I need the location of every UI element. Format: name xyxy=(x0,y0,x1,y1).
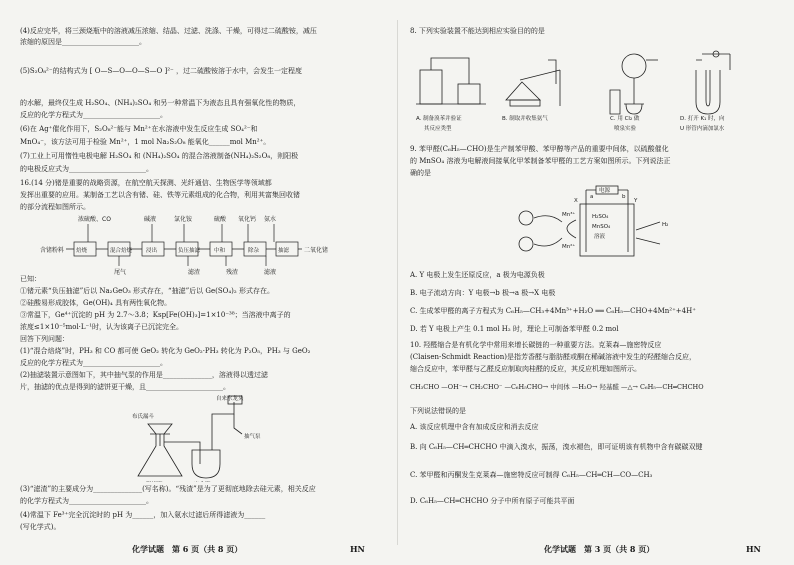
label-mn2: Mn²⁺ xyxy=(562,244,576,250)
text-line: (4)反应完毕，将三颈烧瓶中的溶液减压浓缩、结晶、过滤、洗涤、干燥，可得过二硫酸铵，减压 xyxy=(20,27,317,35)
flow-top-label: 碱液 xyxy=(144,216,157,223)
flow-top-label: 氨水 xyxy=(264,216,277,223)
figure-caption-c: C. 用 Cl₂ 做 xyxy=(610,116,640,122)
page-footer: 化学试题 第 6 页（共 8 页） xyxy=(132,544,243,554)
flow-top-label: 氧化钙 xyxy=(238,216,257,223)
flow-start: 含锗粉料 xyxy=(40,247,65,254)
text-line: 下列说法错误的是 xyxy=(410,407,466,415)
text-line: (3)“滤渣”的主要成分为______________(写名称)。“残渣”是为了更彻底地除去硅元素，相关反应 xyxy=(20,485,316,493)
label-h2so4: H₂SO₄ xyxy=(592,214,609,220)
flow-step: 混合焙烧 xyxy=(110,248,133,254)
text-line: (7)工业上可用惰性电极电解 H₂SO₄ 和 (NH₄)₂SO₄ 的混合溶液制备(NH₄)₂S₂O₈，则阳极 xyxy=(20,152,299,160)
experiment-figures xyxy=(410,40,786,136)
figure-caption-d: D. 打开 K₁ 时，向 xyxy=(680,116,725,122)
question-16: 16.(14 分)锗是重要的战略资源，在航空航天探测、光纤通信、生物医学等领域都 xyxy=(20,179,272,187)
flow-top-label: 氯化铵 xyxy=(174,216,193,223)
question-9: 9. 苯甲醛(C₆H₅—CHO)是生产制苯甲酸、苯甲醇等产品的重要中间体，以硫酸催化 xyxy=(410,145,669,153)
flow-step: 负压抽滤 xyxy=(178,248,201,254)
process-flowchart xyxy=(38,212,338,278)
text-line: 浓缩的原因是______________________。 xyxy=(20,38,146,46)
page-divider xyxy=(397,20,398,545)
electrolysis-diagram xyxy=(510,182,700,264)
figure-caption-d2: U 形管内滴加氯水 xyxy=(680,126,725,132)
flow-top-label: 硫酸 xyxy=(214,216,227,223)
text-line: ①锗元素“负压抽滤”后以 Na₂GeO₃ 形式存在，“抽滤”后以 Ge(SO₄)₂ 形式存在。 xyxy=(20,287,274,295)
flow-bottom-label: 残渣 xyxy=(226,269,239,276)
label-pump: 抽气泵 xyxy=(244,434,261,440)
figure-caption-a: A. 制备溴苯并验证 xyxy=(416,116,462,122)
label-solution: 溶液 xyxy=(594,234,606,240)
text-line: (5)S₂O₈²⁻的结构式为 [ O—S—O—O—S—O ]²⁻ ，过二硫酸铵溶于水中，会发生一定程度 xyxy=(20,67,302,75)
option-b: B. 向 C₆H₅—CH═CHCHO 中滴入溴水，振荡，溴水褪色，即可证明该有机物中含有碳碳双键 xyxy=(410,443,703,451)
text-line: (写化学式)。 xyxy=(20,523,61,531)
text-line: (6)在 Ag⁺催化作用下，S₂O₈²⁻能与 Mn²⁺在水溶液中发生反应生成 SO₄²⁻和 xyxy=(20,125,258,133)
text-line: (1)“混合焙烧”时，PH₃ 和 CO 都可使 GeO₂ 转化为 GeO₂·PH₃ 转化为 P₂O₅，PH₃ 与 GeO₂ xyxy=(20,347,311,355)
option-a: A. Y 电极上发生还原反应，a 极为电源负极 xyxy=(410,271,545,279)
label-pole-b: b xyxy=(622,194,626,200)
left-page xyxy=(20,26,396,554)
label-power: 电源 xyxy=(599,188,611,194)
figure-caption-b: B. 制取并收集氨气 xyxy=(502,116,548,122)
label-safety-bottle xyxy=(194,480,211,482)
text-line: 的 MnSO₄ 溶液为电解液间接氧化甲苯制备苯甲醛的工艺方案如图所示。下列说法正 xyxy=(410,157,671,165)
text-line: 的水解，最终仅生成 H₂SO₄、(NH₄)₂SO₄ 和另一种常温下为液态且具有强氧化性的物质， xyxy=(20,99,301,107)
text-line: 的化学方程式为______________________。 xyxy=(20,497,153,505)
option-c: C. 苯甲醛和丙酮发生克莱森—施密特反应可制得 C₆H₅—CH═CH—CO—CH₃ xyxy=(410,471,653,479)
text-line: (Claisen-Schmidt Reaction)是指芳香醛与脂肪醛或酮在稀碱溶液中发生的羟醛缩合反应， xyxy=(410,353,696,361)
flow-step: 除杂 xyxy=(248,248,260,254)
label-pole-a: a xyxy=(590,194,594,200)
text-line: (4)常温下 Fe³⁺完全沉淀时的 pH 为______，加入氨水过滤后所得滤液为______ xyxy=(20,511,266,519)
label-faucet: 自来水龙头 xyxy=(216,396,244,402)
label-electrode-x: X xyxy=(574,198,578,204)
text-line: ③常温下，Ge⁴⁺沉淀的 pH 为 2.7～3.8；Ksp[Fe(OH)₃]=1×10⁻³⁸；当溶液中离子的 xyxy=(20,311,291,319)
option-a: A. 该反应机理中含有加成反应和消去反应 xyxy=(410,423,539,431)
text-line: 缩合反应中，苯甲醛与乙醛反应制取肉桂醛的反应，其反应机理如图所示。 xyxy=(410,365,641,373)
label-mnso4: MnSO₄ xyxy=(592,224,611,230)
option-c: C. 生成苯甲醛的离子方程式为 C₆H₅—CH₃+4Mn³⁺+H₂O ══ C₆H₅—CHO+4Mn²⁺+4H⁺ xyxy=(410,307,696,315)
page-footer: 化学试题 第 3 页（共 8 页） xyxy=(544,544,655,554)
right-page xyxy=(410,26,786,554)
label-electrode-y: Y xyxy=(634,198,638,204)
label-funnel: 布氏漏斗 xyxy=(132,414,155,420)
label-hydrogen: H₂ xyxy=(662,222,669,228)
option-b: B. 电子流动方向：Y 电极→b 极→a 极→X 电极 xyxy=(410,289,556,297)
text-line: 片，抽滤的优点是得到的滤饼更干燥，且______________________。 xyxy=(20,383,230,391)
text-line: 已知： xyxy=(20,275,41,283)
flow-step: 中和 xyxy=(214,248,226,254)
flow-top-label: 浓硫酸、CO xyxy=(78,216,111,223)
question-10: 10. 羟醛缩合是有机化学中常用来增长碳链的一种重要方法。克莱森—施密特反应 xyxy=(410,341,662,349)
text-line: 反应的化学方程式为______________________。 xyxy=(20,111,167,119)
flow-step: 抽滤 xyxy=(278,248,290,254)
flow-bottom-label: 尾气 xyxy=(114,269,127,276)
label-filter-flask xyxy=(146,480,163,482)
text-line: 的电极反应式为______________________。 xyxy=(20,165,153,173)
text-line: MnO₄⁻，该方法可用于检验 Mn²⁺，1 mol Na₂S₂O₈ 能氧化______mol Mn²⁺。 xyxy=(20,138,271,146)
footer-tag: HN xyxy=(350,544,365,554)
text-line: 确的是 xyxy=(410,169,431,177)
flow-bottom-label: 滤液 xyxy=(264,269,277,276)
flow-step: 浸出 xyxy=(146,248,158,254)
footer-tag: HN xyxy=(746,544,761,554)
flow-bottom-label: 滤渣 xyxy=(188,269,201,276)
flow-step: 焙烧 xyxy=(76,248,88,254)
option-d: D. C₆H₅—CH═CHCHO 分子中所有原子可能共平面 xyxy=(410,497,575,505)
figure-caption-a2: 其反应类型 xyxy=(424,126,452,132)
text-line: 回答下列问题： xyxy=(20,335,69,343)
text-line: 浓度≤1×10⁻⁵mol·L⁻¹时，认为该离子已沉淀完全。 xyxy=(20,323,184,331)
option-d: D. 若 Y 电极上产生 0.1 mol H₂ 时，理论上可制备苯甲醛 0.2 mol xyxy=(410,325,619,333)
filtration-apparatus xyxy=(130,394,280,482)
text-line: (2)抽滤装置示意图如下，其中抽气泵的作用是______________，溶液得以透过滤 xyxy=(20,371,268,379)
text-line: ②硅酸易形成胶体，Ge(OH)₄ 具有两性氧化物。 xyxy=(20,299,172,307)
figure-caption-c2: 喷泉实验 xyxy=(614,126,637,132)
question-8: 8. 下列实验装置不能达到相应实验目的的是 xyxy=(410,27,545,35)
label-mn3: Mn³⁺ xyxy=(562,212,576,218)
flow-end: 二氧化锗 xyxy=(304,247,329,254)
text-line: 发挥出重要的应用。某制备工艺以含有锗、硅、铁等元素组成的化合物，利用其富集回收锗 xyxy=(20,191,300,199)
reaction-mechanism: CH₃CHO —OH⁻→ CH₂CHO⁻ —C₆H₅CHO→ 中间体 —H₂O→ 羟基醛 —△→ C₆H₅—CH═CHCHO xyxy=(410,383,704,391)
text-line: 反应的化学方程式为______________________。 xyxy=(20,359,167,367)
text-line: 的部分流程如图所示。 xyxy=(20,203,90,211)
